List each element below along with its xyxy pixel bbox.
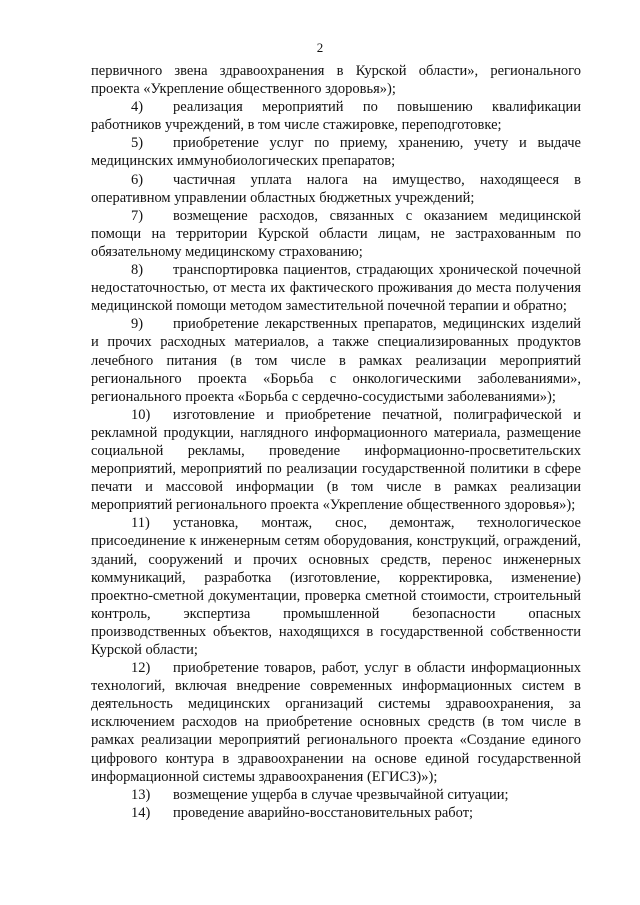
item-number: 6) (131, 171, 144, 188)
document-body (91, 62, 581, 822)
item-number: 8) (131, 262, 144, 279)
list-item-12 (91, 659, 581, 786)
item-number: 9) (131, 316, 144, 333)
item-text: реализация мероприятий по повышению квалификации работников учреждений, в том числе стажировке, переподготовке; (91, 99, 581, 134)
list-item-7 (91, 207, 581, 261)
paragraph-continued: первичного звена здравоохранения в Курской области», регионального проекта «Укрепление общественного здоровья»); (91, 63, 581, 98)
item-text: возмещение расходов, связанных с оказанием медицинской помощи на территории Курской области лицам, не застрахованным по обязательному медицинскому страхованию; (91, 207, 581, 260)
item-number: 14) (131, 804, 151, 821)
list-item-9 (91, 315, 581, 405)
page-number: 2 (316, 40, 324, 55)
item-text: проведение аварийно-восстановительных работ; (173, 804, 474, 821)
list-item-6 (91, 171, 581, 207)
item-text: транспортировка пациентов, страдающих хронической почечной недостаточностью, от места их фактического проживания до места получения медицинской помощи методом заместительной почечной терапии и обратно; (91, 262, 581, 315)
item-number: 4) (131, 99, 144, 116)
list-item-11 (91, 514, 581, 659)
item-text: приобретение лекарственных препаратов, медицинских изделий и прочих расходных материалов, а также специализированных продуктов лечебного питания (в том числе в рамках реализации мероприятий регионального проекта «Борьба с онкологическими заболеваниями», регионального проекта «Борьба с сердечно-сосудистыми заболеваниями»); (91, 316, 581, 405)
item-number: 12) (131, 660, 151, 677)
list-item-14 (91, 804, 581, 822)
item-text: приобретение услуг по приему, хранению, учету и выдаче медицинских иммунобиологических препаратов; (91, 135, 581, 170)
list-item-8 (91, 261, 581, 315)
item-number: 13) (131, 786, 151, 803)
item-number: 7) (131, 207, 144, 224)
list-item-13 (91, 786, 581, 804)
item-text: приобретение товаров, работ, услуг в области информационных технологий, включая внедрение современных информационных систем в деятельность медицинских организаций системы здравоохранения, за исключением расходов на приобретение основных средств (в том числе в рамках реализации мероприятий регионального проекта «Создание единого цифрового контура в здравоохранении на основе единой государственной информационной системы здравоохранения (ЕГИСЗ)»); (91, 660, 581, 785)
list-item-5 (91, 134, 581, 170)
item-number: 10) (131, 406, 151, 423)
item-text: возмещение ущерба в случае чрезвычайной ситуации; (173, 786, 509, 803)
item-text: частичная уплата налога на имущество, находящееся в оперативном управлении областных бюджетных учреждений; (91, 171, 581, 206)
item-text: установка, монтаж, снос, демонтаж, технологическое присоединение к инженерным сетям оборудования, конструкций, ограждений, зданий, сооружений и прочих основных средств, перенос инженерных коммуникаций, разработка (изготовление, корректировка, изменение) проектно-сметной документации, проверка сметной стоимости, строительный контроль, экспертиза промышленной безопасности опасных производственных объектов, находящихся в государственной собственности Курской области; (91, 515, 581, 658)
item-number: 5) (131, 135, 144, 152)
list-item-10 (91, 406, 581, 515)
list-item-4 (91, 98, 581, 134)
item-text: изготовление и приобретение печатной, полиграфической и рекламной продукции, наглядного информационного материала, размещение социальной рекламы, проведение информационно-просветительских мероприятий, мероприятий по реализации государственной политики в сфере печати и массовой информации (в том числе в рамках реализации мероприятий регионального проекта «Укрепление общественного здоровья»); (91, 406, 581, 514)
item-number: 11) (131, 515, 150, 532)
